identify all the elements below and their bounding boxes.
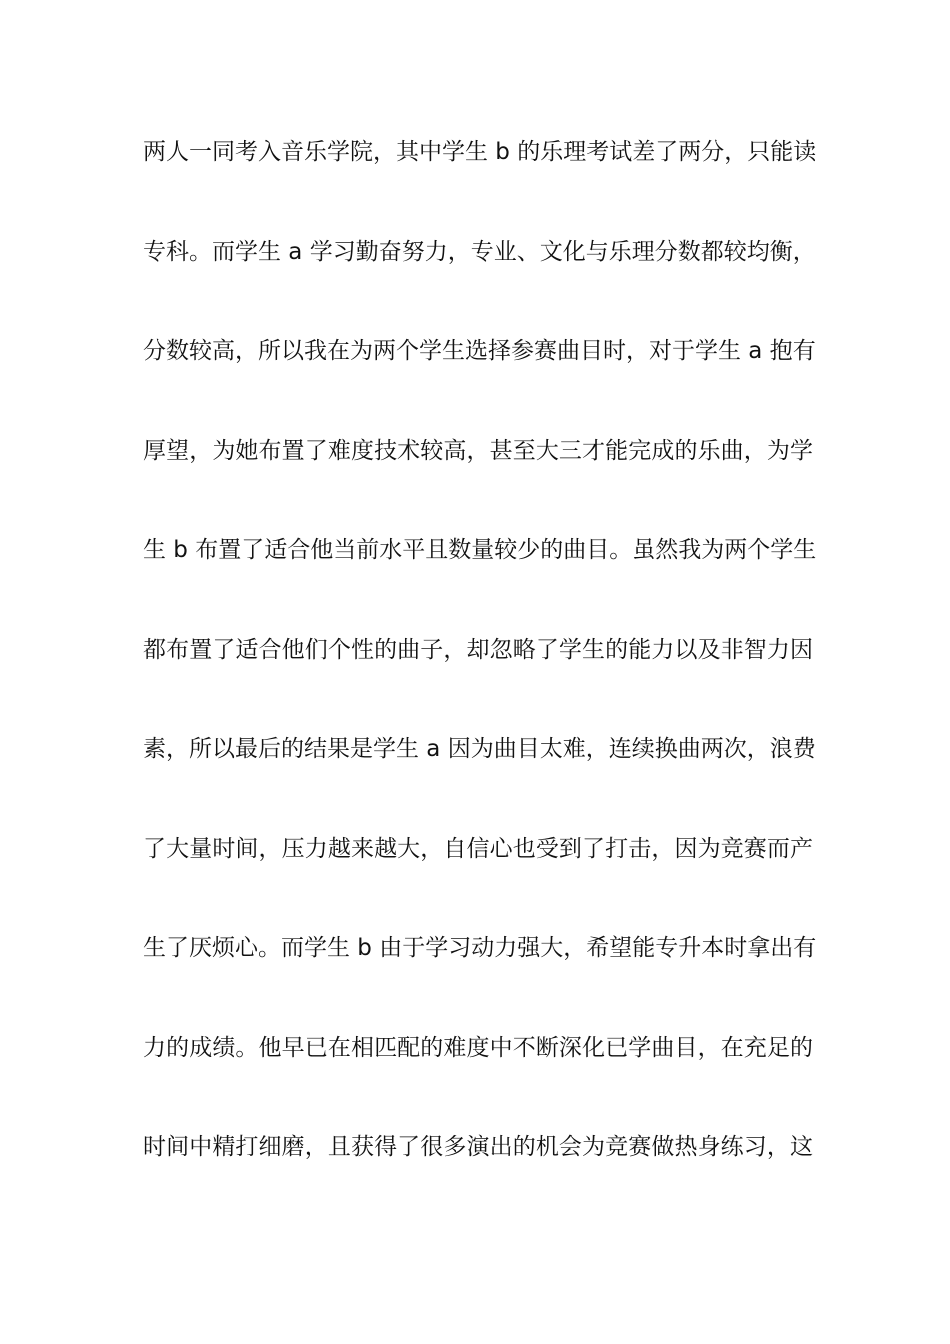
text-line-9: 生了厌烦心。而学生 b 由于学习动力强大，希望能专升本时拿出有 [143,935,817,961]
text-line-2: 专科。而学生 a 学习勤奋努力，专业、文化与乐理分数都较均衡， [143,238,816,265]
text-line-3: 分数较高，所以我在为两个学生选择参赛曲目时，对于学生 a 抱有 [143,338,816,364]
text-line-1: 两人一同考入音乐学院，其中学生 b 的乐理考试差了两分，只能读 [143,139,817,165]
text-line-8: 了大量时间，压力越来越大，自信心也受到了打击，因为竞赛而产 [143,835,813,862]
text-line-6: 都布置了适合他们个性的曲子，却忽略了学生的能力以及非智力因 [143,636,813,663]
body-paragraph [143,128,817,1223]
text-line-11: 时间中精打细磨，且获得了很多演出的机会为竞赛做热身练习，这 [143,1134,813,1160]
text-line-5: 生 b 布置了适合他当前水平且数量较少的曲目。虽然我为两个学生 [143,537,817,563]
text-line-4: 厚望，为她布置了难度技术较高，甚至大三才能完成的乐曲，为学 [143,437,813,464]
text-line-7: 素，所以最后的结果是学生 a 因为曲目太难，连续换曲两次，浪费 [143,736,816,762]
text-line-10: 力的成绩。他早已在相匹配的难度中不断深化已学曲目，在充足的 [143,1034,813,1061]
